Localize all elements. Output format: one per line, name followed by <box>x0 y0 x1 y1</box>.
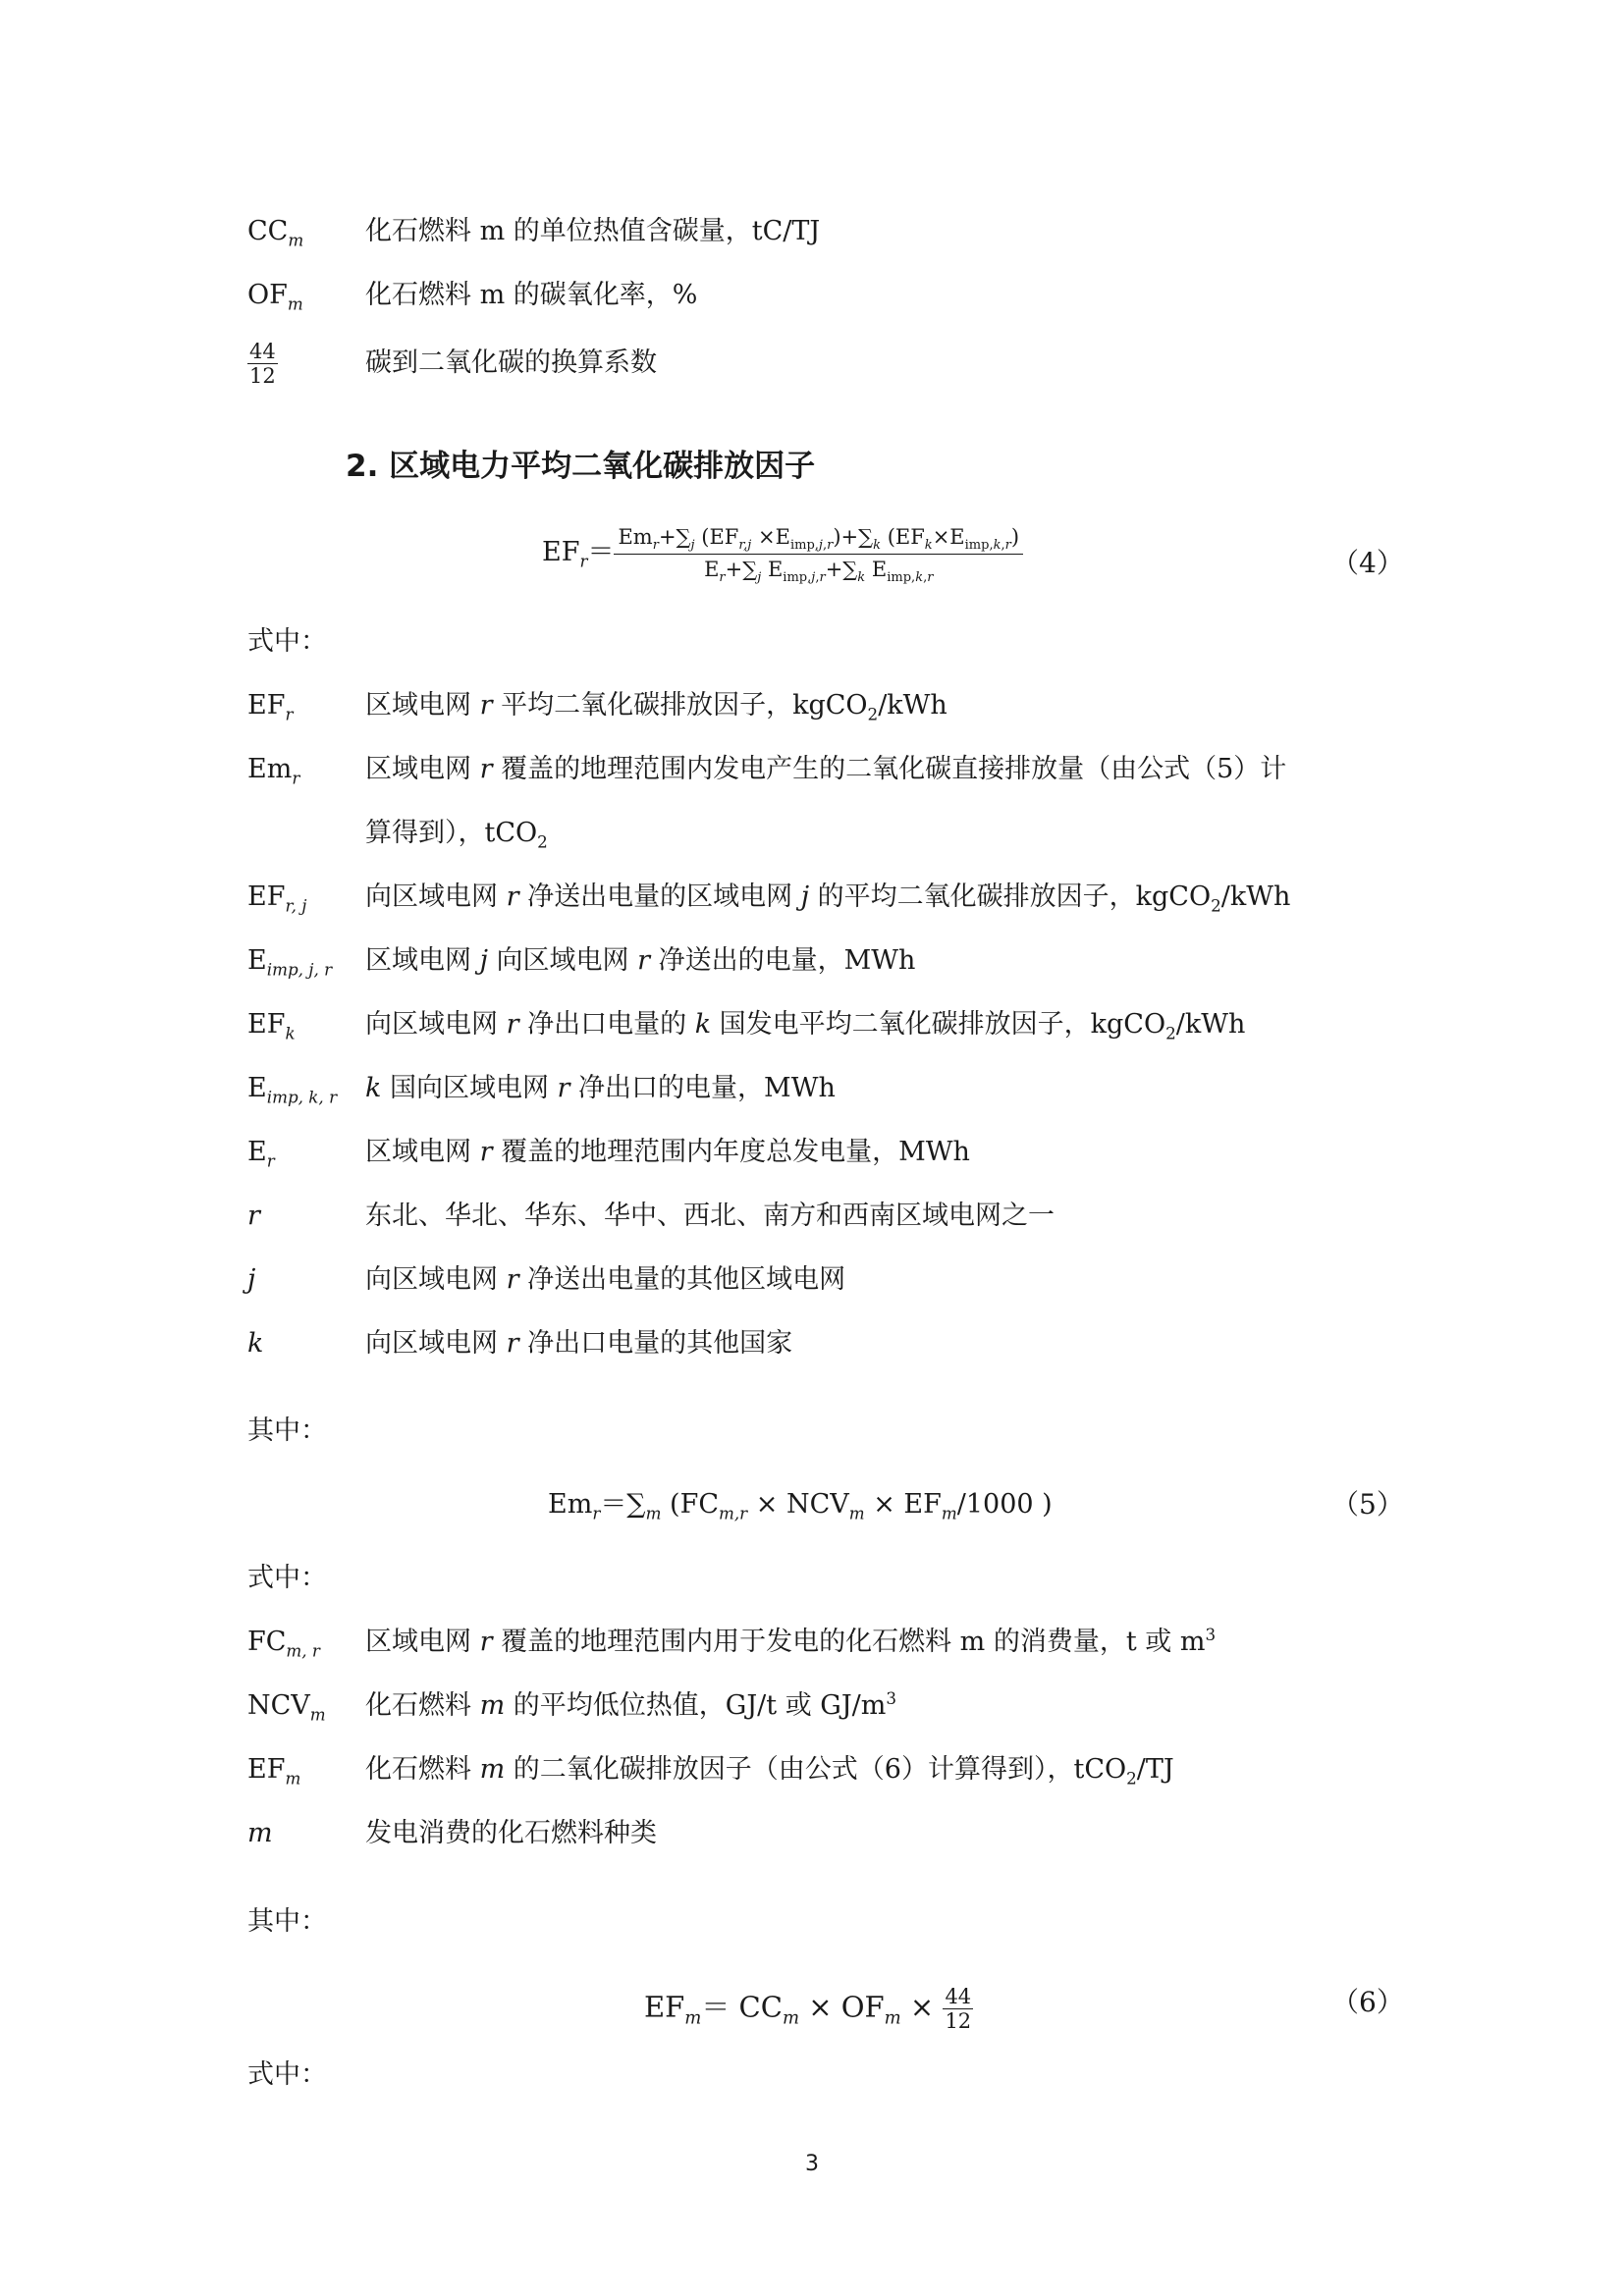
label-among: 其中： <box>247 1906 327 1937</box>
eq4-numerator: $Em_r+\sum_j$ $(EF_{r,j} \times E_{imp,j,r})+\sum_k$ $(EF_k\times E_{imp,k,r})$ <box>614 522 1023 555</box>
definition: 化石燃料 m 的二氧化碳排放因子（由公式（6）计算得到），tCO$_2$/TJ <box>365 1754 1174 1789</box>
definition: 化石燃料 m 的平均低位热值，GJ/t 或 $GJ/m^3$ <box>365 1688 897 1721</box>
definition: 向区域电网 r 净出口电量的其他国家 <box>365 1328 793 1359</box>
definition: 东北、华北、华东、华中、西北、南方和西南区域电网之一 <box>365 1201 1055 1231</box>
def-row-emr: $Em_r$ 区域电网 r 覆盖的地理范围内发电产生的二氧化碳直接排放量（由公式（5）计 <box>247 754 1287 788</box>
def-row-emr-continued: 算得到），tCO$_2$ <box>365 818 548 852</box>
definition: 向区域电网 r 净送出电量的区域电网 j 的平均二氧化碳排放因子，kgCO$_2$/kWh <box>365 881 1291 916</box>
def-row-efr: $EF_r$ 区域电网 r 平均二氧化碳排放因子，kgCO$_2$/kWh <box>247 690 947 724</box>
def-row-eimp-k: $E_{imp, k, r}$ k 国向区域电网 r 净出口的电量，MWh <box>247 1073 836 1107</box>
equation-5: $Em_r=\sum_m$ ($FC_{m,r} \times NCV_m \times EF_m/1000$ ) <box>548 1489 1053 1523</box>
def-row-ccm <box>247 214 820 249</box>
def-row-efk: $EF_k$ 向区域电网 r 净出口电量的 k 国发电平均二氧化碳排放因子，kgCO$_2$/kWh <box>247 1009 1246 1043</box>
definition: k 国向区域电网 r 净出口的电量，MWh <box>365 1073 836 1103</box>
fraction: $\frac{44}{12}$ <box>249 340 276 388</box>
label-where: 式中： <box>247 1563 327 1593</box>
definition: 向区域电网 r 净出口电量的 k 国发电平均二氧化碳排放因子，kgCO$_2$/kWh <box>365 1009 1246 1043</box>
definition: 化石燃料 m 的单位热值含碳量，tC/TJ <box>365 216 821 246</box>
equation-6: $EF_m= CC_m \times OF_m$ × $\frac{44}{12}$ <box>644 1985 972 2033</box>
page-number: 3 <box>805 2152 819 2176</box>
section-heading: 2. 区域电力平均二氧化碳排放因子 <box>346 449 816 484</box>
definition: 向区域电网 r 净送出电量的其他区域电网 <box>365 1264 846 1295</box>
definition: 区域电网 r 覆盖的地理范围内发电产生的二氧化碳直接排放量（由公式（5）计 <box>365 754 1287 784</box>
equals-sign: ＝ <box>587 537 615 567</box>
definition: 区域电网 r 平均二氧化碳排放因子，kgCO$_2$/kWh <box>365 690 947 724</box>
def-row-efm: $EF_m$ 化石燃料 m 的二氧化碳排放因子（由公式（6）计算得到），tCO$_2$/TJ <box>247 1754 1174 1789</box>
definition: 发电消费的化石燃料种类 <box>365 1818 657 1848</box>
def-row-r: r 东北、华北、华东、华中、西北、南方和西南区域电网之一 <box>247 1199 1055 1234</box>
def-row-ratio <box>247 340 657 388</box>
def-row-ofm <box>247 278 697 313</box>
equation-4 <box>542 522 1023 584</box>
definition: 区域电网 r 覆盖的地理范围内年度总发电量，MWh <box>365 1137 970 1167</box>
def-row-k: k 向区域电网 r 净出口电量的其他国家 <box>247 1326 792 1362</box>
eq4-fraction <box>614 522 1023 584</box>
label-where: 式中： <box>247 2059 327 2090</box>
eq4-lhs: $EF_r$ <box>542 537 588 571</box>
equation-number-6: （6） <box>1331 1986 1404 2018</box>
equation-number-5: （5） <box>1331 1488 1404 1521</box>
symbol: $CC_m$ <box>247 216 304 250</box>
definition: 区域电网 j 向区域电网 r 净送出的电量，MWh <box>365 945 916 976</box>
symbol: $OF_m$ <box>247 280 303 314</box>
eq4-denominator: $E_r+\sum_j$ $E_{imp,j,r}+\sum_k$ $E_{imp,k,r}$ <box>704 558 934 586</box>
fraction: $\frac{44}{12}$ <box>945 1985 972 2033</box>
def-row-m: m 发电消费的化石燃料种类 <box>247 1816 657 1851</box>
def-row-ncv: $NCV_m$ 化石燃料 m 的平均低位热值，GJ/t 或 $GJ/m^3$ <box>247 1688 897 1725</box>
def-row-efrj: $EF_{r, j}$ 向区域电网 r 净送出电量的区域电网 j 的平均二氧化碳排放因子，kgCO$_2$/kWh <box>247 881 1291 916</box>
definition: 化石燃料 m 的碳氧化率，% <box>365 280 698 310</box>
def-row-er: $E_r$ 区域电网 r 覆盖的地理范围内年度总发电量，MWh <box>247 1137 970 1171</box>
def-row-j: j 向区域电网 r 净送出电量的其他区域电网 <box>247 1262 845 1298</box>
definition: 碳到二氧化碳的换算系数 <box>365 347 657 378</box>
label-among: 其中： <box>247 1415 327 1446</box>
def-row-eimp-j: $E_{imp, j, r}$ 区域电网 j 向区域电网 r 净送出的电量，MWh <box>247 945 916 980</box>
equation-number-4: （4） <box>1331 547 1404 579</box>
def-row-fc: $FC_{m, r}$ 区域电网 r 覆盖的地理范围内用于发电的化石燃料 m 的消费量，t 或 $m^3$ <box>247 1625 1217 1661</box>
symbol <box>247 340 365 388</box>
definition: 区域电网 r 覆盖的地理范围内用于发电的化石燃料 m 的消费量，t 或 $m^3$ <box>365 1625 1217 1657</box>
label-where: 式中： <box>247 626 327 657</box>
